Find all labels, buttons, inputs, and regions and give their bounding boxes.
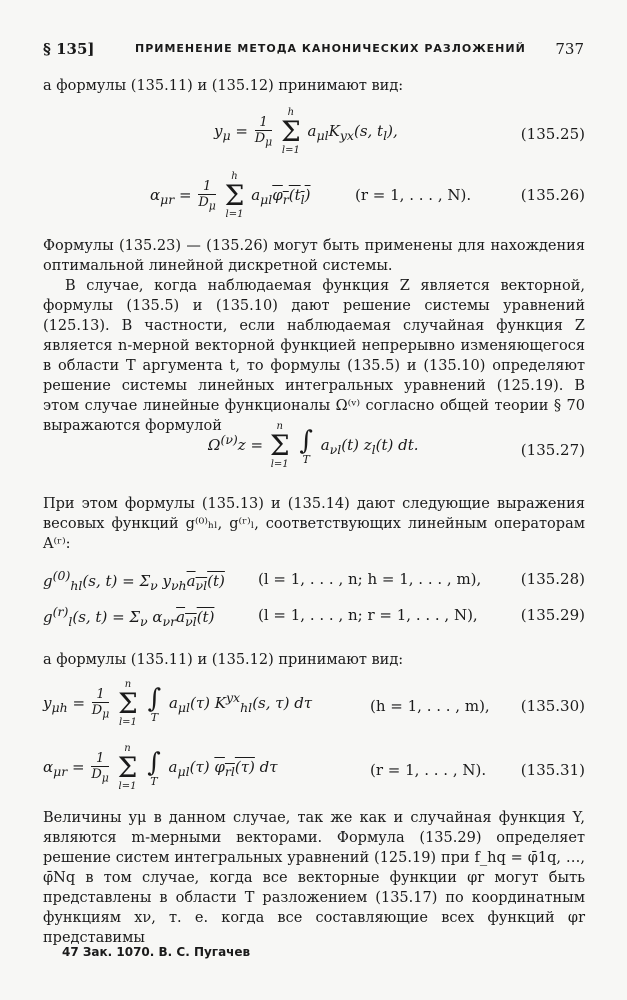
eq-number-135-30: (135.30)	[520, 697, 585, 715]
paragraph-4: При этом формулы (135.13) и (135.14) дают следующие выражения весовых функций g⁽⁰⁾ₕₗ, g⁽ʳ⁾ₗ, соответствующих линейным операторам A⁽ʳ⁾:	[43, 496, 585, 552]
eq-number-135-29: (135.29)	[520, 606, 585, 624]
equation-135-25: $y_\mu$ = $\frac{1}{D_\mu}$ h Σ l=1 $a_{\mu l}K_{yx}(s$, $t_l$),	[214, 107, 398, 156]
section-ref: § 135]	[43, 40, 95, 58]
eq-number-135-25: (135.25)	[520, 125, 585, 143]
paragraph-6: Величины yμ в данном случае, так же как и случайная функция Y, являются m-мерными векторами. Формула (135.29) определяет решение систем интегральных уравнений (125.19) при f_hq = φ̄1q, …, φ̄Nq в том случае, когда все векторные функции φr могут быть представлены в области T разложением (135.17) по координатным функциям xν, т. е. когда все составляющие всех функций φr представимы	[43, 810, 585, 946]
equation-135-27: $\Omega^{(\nu)}z$ = n Σ l=1 ∫ T $a_{\nu l}(t)$ $z_l(t)$ dt.	[208, 421, 419, 470]
eq-number-135-27: (135.27)	[520, 441, 585, 459]
eq-number-135-31: (135.31)	[520, 761, 585, 779]
paragraph-2: Формулы (135.23) — (135.26) могут быть применены для нахождения оптимальной линейной дискретной системы.	[43, 238, 585, 274]
equation-135-30: $y_{\mu h}$ = $\frac{1}{D_\mu}$ n Σ l=1 ∫ T $a_{\mu l}(\tau)$ $K^{yx}_{hl}(s$, τ) dτ	[43, 679, 313, 728]
paragraph-5: а формулы (135.11) и (135.12) принимают вид:	[43, 652, 404, 668]
printer-signature: 47 Зак. 1070. В. С. Пугачев	[62, 945, 251, 959]
running-title: ПРИМЕНЕНИЕ МЕТОДА КАНОНИЧЕСКИХ РАЗЛОЖЕНИЙ	[135, 42, 526, 55]
eq-condition-135-31: (r = 1, . . . , N).	[370, 761, 487, 779]
eq-number-135-26: (135.26)	[520, 186, 585, 204]
eq-condition-135-30: (h = 1, . . . , m),	[370, 697, 490, 715]
paragraph-3: В случае, когда наблюдаемая функция Z является векторной, формулы (135.5) и (135.10) дают решение системы уравнений (125.13). В частности, если наблюдаемая случайная функция Z является n-мерной векторной функцией непрерывно изменяющегося в области T аргумента t, то формулы (135.5) и (135.10) определяют решение системы линейных интегральных уравнений (125.19). В этом случае линейные функционалы Ω⁽ᵛ⁾ согласно общей теории § 70 выражаются формулой	[43, 278, 585, 434]
equation-135-28: $g^{(0)}_{hl}(s$, $t) = \Sigma_\nu$ $y_{\nu h}a_{\nu l}(t)$	[43, 568, 225, 593]
paragraph-intro-1: а формулы (135.11) и (135.12) принимают вид:	[43, 78, 404, 94]
equation-135-31: $\alpha_{\mu r}$ = $\frac{1}{D_\mu}$ n Σ l=1 ∫ T $a_{\mu l}(\tau)$ $\varphi_{rl}(\tau)$ dτ	[43, 743, 278, 792]
eq-condition-135-26: (r = 1, . . . , N).	[355, 186, 472, 204]
equation-135-26: $\alpha_{\mu r}$ = $\frac{1}{D_\mu}$ h Σ l=1 $a_{\mu l}\varphi_r(t_l)$	[150, 171, 311, 220]
running-header	[43, 40, 584, 62]
eq-condition-135-29: (l = 1, . . . , n; r = 1, . . . , N),	[258, 606, 478, 624]
equation-135-29: $g^{(r)}_l(s$, $t) = \Sigma_\nu$ $\alpha_{\nu r}a_{\nu l}(t)$	[43, 604, 215, 629]
eq-number-135-28: (135.28)	[520, 570, 585, 588]
page-number: 737	[555, 40, 584, 58]
eq-condition-135-28: (l = 1, . . . , n; h = 1, . . . , m),	[258, 570, 482, 588]
